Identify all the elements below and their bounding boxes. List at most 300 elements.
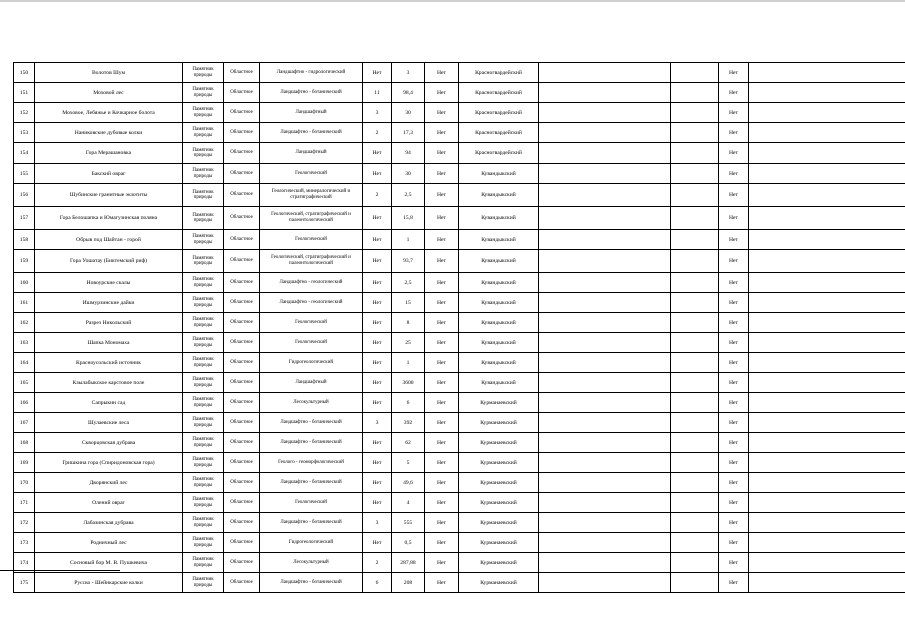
category: Памятник природы: [183, 513, 224, 533]
object-name: Гора Уошатау (Биктемский риф): [35, 250, 183, 273]
significance-level: Областное: [224, 184, 260, 207]
significance-level: Областное: [224, 513, 260, 533]
quarters-count: Нет: [363, 493, 392, 513]
blank-cell-3: [749, 250, 905, 273]
blank-cell-1: [539, 273, 671, 293]
significance-level: Областное: [224, 273, 260, 293]
table-row: [14, 293, 905, 313]
object-name: Сосновый бор М. В. Пушкевича: [35, 553, 183, 573]
category: Памятник природы: [183, 143, 224, 164]
row-number: 152: [14, 103, 35, 123]
object-name: Гора Белошапка и Юмагузинская поляна: [35, 207, 183, 230]
row-number: 172: [14, 513, 35, 533]
blank-cell-3: [749, 273, 905, 293]
district: Кувандыкский: [459, 293, 539, 313]
profile: Геологический, стратиграфический и палеонтологический: [260, 250, 363, 273]
district: Кувандыкский: [459, 333, 539, 353]
profile: Геологический: [260, 230, 363, 250]
protected-zone: Нет: [425, 533, 459, 553]
area-value: 30: [392, 103, 425, 123]
blank-cell-2: [671, 184, 719, 207]
scan-edge-line: [0, 0, 905, 2]
blank-cell-2: [671, 83, 719, 103]
quarters-count: Нет: [363, 473, 392, 493]
category: Памятник природы: [183, 103, 224, 123]
significance-level: Областное: [224, 143, 260, 164]
status-flag: Нет: [719, 250, 749, 273]
blank-cell-1: [539, 63, 671, 83]
significance-level: Областное: [224, 103, 260, 123]
blank-cell-3: [749, 473, 905, 493]
area-value: 5: [392, 453, 425, 473]
significance-level: Областное: [224, 230, 260, 250]
status-flag: Нет: [719, 103, 749, 123]
blank-cell-2: [671, 473, 719, 493]
table-row: [14, 333, 905, 353]
table-row: [14, 123, 905, 143]
blank-cell-3: [749, 393, 905, 413]
status-flag: Нет: [719, 493, 749, 513]
row-number: 162: [14, 313, 35, 333]
area-value: 6: [392, 393, 425, 413]
category: Памятник природы: [183, 207, 224, 230]
row-number: 150: [14, 63, 35, 83]
blank-cell-1: [539, 353, 671, 373]
quarters-count: Нет: [363, 373, 392, 393]
significance-level: Областное: [224, 333, 260, 353]
blank-cell-3: [749, 573, 905, 593]
table-row: [14, 433, 905, 453]
quarters-count: 3: [363, 513, 392, 533]
district: Курманаевский: [459, 513, 539, 533]
blank-cell-1: [539, 293, 671, 313]
category: Памятник природы: [183, 533, 224, 553]
object-name: Шапка Мономаха: [35, 333, 183, 353]
blank-cell-1: [539, 573, 671, 593]
blank-cell-1: [539, 123, 671, 143]
table-row: [14, 413, 905, 433]
object-name: Бакский овраг: [35, 164, 183, 184]
blank-cell-2: [671, 393, 719, 413]
profile: Ландшафтный: [260, 143, 363, 164]
district: Красногвардейский: [459, 83, 539, 103]
table-row: [14, 230, 905, 250]
category: Памятник природы: [183, 413, 224, 433]
area-value: 2,5: [392, 273, 425, 293]
category: Памятник природы: [183, 63, 224, 83]
district: Курманаевский: [459, 473, 539, 493]
row-number: 168: [14, 433, 35, 453]
blank-cell-2: [671, 533, 719, 553]
blank-cell-3: [749, 103, 905, 123]
profile: Ландшафтно - ботанический: [260, 123, 363, 143]
object-name: Лабазинская дубрава: [35, 513, 183, 533]
quarters-count: 3: [363, 103, 392, 123]
object-name: Гора Мерашановка: [35, 143, 183, 164]
blank-cell-1: [539, 313, 671, 333]
blank-cell-2: [671, 493, 719, 513]
profile: Лесокультурный: [260, 393, 363, 413]
quarters-count: Нет: [363, 353, 392, 373]
quarters-count: 2: [363, 553, 392, 573]
blank-cell-1: [539, 184, 671, 207]
status-flag: Нет: [719, 453, 749, 473]
blank-cell-3: [749, 513, 905, 533]
status-flag: Нет: [719, 143, 749, 164]
blank-cell-3: [749, 313, 905, 333]
object-name: Волотов Шум: [35, 63, 183, 83]
protected-zone: Нет: [425, 293, 459, 313]
category: Памятник природы: [183, 553, 224, 573]
area-value: 62: [392, 433, 425, 453]
blank-cell-1: [539, 473, 671, 493]
status-flag: Нет: [719, 164, 749, 184]
object-name: Шулаевские леса: [35, 413, 183, 433]
blank-cell-3: [749, 413, 905, 433]
status-flag: Нет: [719, 207, 749, 230]
blank-cell-3: [749, 533, 905, 553]
significance-level: Областное: [224, 553, 260, 573]
object-name: Сапрыкин сад: [35, 393, 183, 413]
district: Кувандыкский: [459, 373, 539, 393]
area-value: 8: [392, 313, 425, 333]
quarters-count: Нет: [363, 433, 392, 453]
area-value: 98,4: [392, 83, 425, 103]
district: Красногвардейский: [459, 103, 539, 123]
profile: Ландшафтно - ботанический: [260, 413, 363, 433]
row-number: 175: [14, 573, 35, 593]
quarters-count: Нет: [363, 207, 392, 230]
blank-cell-3: [749, 373, 905, 393]
significance-level: Областное: [224, 353, 260, 373]
object-name: Красноусольский источник: [35, 353, 183, 373]
row-number: 153: [14, 123, 35, 143]
district: Курманаевский: [459, 433, 539, 453]
district: Красногвардейский: [459, 63, 539, 83]
profile: Геологический: [260, 313, 363, 333]
table-row: [14, 164, 905, 184]
protected-zone: Нет: [425, 143, 459, 164]
district: Кувандыкский: [459, 313, 539, 333]
status-flag: Нет: [719, 373, 749, 393]
significance-level: Областное: [224, 83, 260, 103]
area-value: 94: [392, 143, 425, 164]
area-value: 17,3: [392, 123, 425, 143]
district: Красногвардейский: [459, 123, 539, 143]
blank-cell-1: [539, 393, 671, 413]
profile: Ландшафтный: [260, 103, 363, 123]
row-number: 161: [14, 293, 35, 313]
protected-zone: Нет: [425, 513, 459, 533]
blank-cell-3: [749, 553, 905, 573]
table-row: [14, 103, 905, 123]
table-row: [14, 83, 905, 103]
district: Кувандыкский: [459, 353, 539, 373]
category: Памятник природы: [183, 353, 224, 373]
row-number: 170: [14, 473, 35, 493]
registry-table: [13, 62, 905, 593]
significance-level: Областное: [224, 164, 260, 184]
profile: Гидрогеологический: [260, 533, 363, 553]
significance-level: Областное: [224, 313, 260, 333]
blank-cell-3: [749, 184, 905, 207]
object-name: Гришкина гора (Спиридоновская гора): [35, 453, 183, 473]
protected-zone: Нет: [425, 333, 459, 353]
blank-cell-2: [671, 103, 719, 123]
object-name: Моховой лес: [35, 83, 183, 103]
row-number: 166: [14, 393, 35, 413]
table-row: [14, 273, 905, 293]
object-name: Обрыв под Шайтан - горой: [35, 230, 183, 250]
area-value: 4: [392, 493, 425, 513]
significance-level: Областное: [224, 393, 260, 413]
blank-cell-3: [749, 433, 905, 453]
profile: Ландшафтно - ботанический: [260, 513, 363, 533]
blank-cell-3: [749, 493, 905, 513]
category: Памятник природы: [183, 453, 224, 473]
table-row: [14, 250, 905, 273]
category: Памятник природы: [183, 184, 224, 207]
status-flag: Нет: [719, 533, 749, 553]
row-number: 154: [14, 143, 35, 164]
protected-zone: Нет: [425, 373, 459, 393]
status-flag: Нет: [719, 433, 749, 453]
category: Памятник природы: [183, 123, 224, 143]
status-flag: Нет: [719, 473, 749, 493]
area-value: 392: [392, 413, 425, 433]
table-row: [14, 553, 905, 573]
status-flag: Нет: [719, 83, 749, 103]
quarters-count: Нет: [363, 533, 392, 553]
significance-level: Областное: [224, 533, 260, 553]
district: Кувандыкский: [459, 273, 539, 293]
blank-cell-2: [671, 123, 719, 143]
profile: Ландшафтно - ботанический: [260, 83, 363, 103]
blank-cell-2: [671, 373, 719, 393]
row-number: 174: [14, 553, 35, 573]
category: Памятник природы: [183, 230, 224, 250]
blank-cell-1: [539, 250, 671, 273]
row-number: 171: [14, 493, 35, 513]
district: Красногвардейский: [459, 143, 539, 164]
blank-cell-2: [671, 164, 719, 184]
category: Памятник природы: [183, 573, 224, 593]
protected-zone: Нет: [425, 553, 459, 573]
object-name: Разрез Никольский: [35, 313, 183, 333]
blank-cell-1: [539, 533, 671, 553]
blank-cell-2: [671, 413, 719, 433]
row-number: 158: [14, 230, 35, 250]
area-value: 49,6: [392, 473, 425, 493]
area-value: 3600: [392, 373, 425, 393]
blank-cell-2: [671, 453, 719, 473]
significance-level: Областное: [224, 453, 260, 473]
object-name: Наниковские дубовые колки: [35, 123, 183, 143]
blank-cell-1: [539, 83, 671, 103]
status-flag: Нет: [719, 123, 749, 143]
profile: Геологический, стратиграфический и палеонтологический: [260, 207, 363, 230]
area-value: 287,88: [392, 553, 425, 573]
area-value: 25: [392, 333, 425, 353]
blank-cell-2: [671, 333, 719, 353]
quarters-count: 3: [363, 413, 392, 433]
area-value: 0,5: [392, 533, 425, 553]
significance-level: Областное: [224, 433, 260, 453]
quarters-count: Нет: [363, 143, 392, 164]
protected-zone: Нет: [425, 393, 459, 413]
area-value: 555: [392, 513, 425, 533]
category: Памятник природы: [183, 373, 224, 393]
table-row: [14, 63, 905, 83]
blank-cell-2: [671, 313, 719, 333]
quarters-count: Нет: [363, 273, 392, 293]
blank-cell-2: [671, 273, 719, 293]
status-flag: Нет: [719, 353, 749, 373]
object-name: Ишмурзинские дайки: [35, 293, 183, 313]
blank-cell-3: [749, 63, 905, 83]
area-value: 2,5: [392, 184, 425, 207]
category: Памятник природы: [183, 333, 224, 353]
district: Курманаевский: [459, 413, 539, 433]
area-value: 1: [392, 353, 425, 373]
significance-level: Областное: [224, 473, 260, 493]
protected-zone: Нет: [425, 413, 459, 433]
significance-level: Областное: [224, 250, 260, 273]
profile: Ландшафтно - ботанический: [260, 573, 363, 593]
significance-level: Областное: [224, 63, 260, 83]
protected-zone: Нет: [425, 353, 459, 373]
significance-level: Областное: [224, 293, 260, 313]
table-row: [14, 353, 905, 373]
protected-zone: Нет: [425, 103, 459, 123]
table-row: [14, 373, 905, 393]
profile: Ландшафтно - ботанический: [260, 433, 363, 453]
blank-cell-2: [671, 513, 719, 533]
status-flag: Нет: [719, 230, 749, 250]
row-number: 155: [14, 164, 35, 184]
significance-level: Областное: [224, 573, 260, 593]
protected-zone: Нет: [425, 207, 459, 230]
table-row: [14, 143, 905, 164]
area-value: 208: [392, 573, 425, 593]
profile: Геологический: [260, 164, 363, 184]
blank-cell-1: [539, 333, 671, 353]
blank-cell-3: [749, 230, 905, 250]
area-value: 15,8: [392, 207, 425, 230]
table-row: [14, 573, 905, 593]
quarters-count: Нет: [363, 250, 392, 273]
status-flag: Нет: [719, 393, 749, 413]
object-name: Моховое, Лебяжье и Кочкарное болота: [35, 103, 183, 123]
status-flag: Нет: [719, 313, 749, 333]
profile: Геологический: [260, 493, 363, 513]
category: Памятник природы: [183, 250, 224, 273]
blank-cell-3: [749, 453, 905, 473]
row-number: 160: [14, 273, 35, 293]
quarters-count: 11: [363, 83, 392, 103]
blank-cell-1: [539, 413, 671, 433]
object-name: Родничный лес: [35, 533, 183, 553]
category: Памятник природы: [183, 433, 224, 453]
object-name: Кзылабыкское карстовое поле: [35, 373, 183, 393]
district: Кувандыкский: [459, 230, 539, 250]
blank-cell-1: [539, 513, 671, 533]
quarters-count: Нет: [363, 313, 392, 333]
status-flag: Нет: [719, 333, 749, 353]
significance-level: Областное: [224, 123, 260, 143]
blank-cell-1: [539, 230, 671, 250]
category: Памятник природы: [183, 293, 224, 313]
category: Памятник природы: [183, 473, 224, 493]
status-flag: Нет: [719, 63, 749, 83]
row-number: 157: [14, 207, 35, 230]
protected-zone: Нет: [425, 473, 459, 493]
row-number: 156: [14, 184, 35, 207]
quarters-count: 6: [363, 573, 392, 593]
blank-cell-3: [749, 293, 905, 313]
protected-zone: Нет: [425, 573, 459, 593]
area-value: 3: [392, 63, 425, 83]
table-row: [14, 313, 905, 333]
profile: Ландшафтно - ботанический: [260, 473, 363, 493]
category: Памятник природы: [183, 393, 224, 413]
row-number: 173: [14, 533, 35, 553]
protected-zone: Нет: [425, 123, 459, 143]
row-number: 167: [14, 413, 35, 433]
table-row: [14, 533, 905, 553]
category: Памятник природы: [183, 493, 224, 513]
object-name: Олений овраг: [35, 493, 183, 513]
blank-cell-1: [539, 373, 671, 393]
area-value: 15: [392, 293, 425, 313]
blank-cell-2: [671, 433, 719, 453]
protected-zone: Нет: [425, 83, 459, 103]
district: Кувандыкский: [459, 250, 539, 273]
blank-cell-2: [671, 207, 719, 230]
quarters-count: 2: [363, 184, 392, 207]
quarters-count: Нет: [363, 333, 392, 353]
blank-cell-3: [749, 353, 905, 373]
blank-cell-2: [671, 143, 719, 164]
protected-zone: Нет: [425, 313, 459, 333]
row-number: 169: [14, 453, 35, 473]
blank-cell-2: [671, 293, 719, 313]
row-number: 151: [14, 83, 35, 103]
district: Кувандыкский: [459, 207, 539, 230]
object-name: Скворцовская дубрава: [35, 433, 183, 453]
object-name: Новоурские скалы: [35, 273, 183, 293]
status-flag: Нет: [719, 513, 749, 533]
significance-level: Областное: [224, 207, 260, 230]
profile: Гидрогеологический: [260, 353, 363, 373]
table-row: [14, 473, 905, 493]
protected-zone: Нет: [425, 453, 459, 473]
object-name: Дворянский лес: [35, 473, 183, 493]
blank-cell-1: [539, 164, 671, 184]
quarters-count: Нет: [363, 164, 392, 184]
blank-cell-3: [749, 83, 905, 103]
row-number: 159: [14, 250, 35, 273]
area-value: 1: [392, 230, 425, 250]
blank-cell-3: [749, 143, 905, 164]
protected-zone: Нет: [425, 230, 459, 250]
district: Курманаевский: [459, 453, 539, 473]
district: Курманаевский: [459, 393, 539, 413]
row-number: 164: [14, 353, 35, 373]
blank-cell-2: [671, 553, 719, 573]
table-row: [14, 393, 905, 413]
significance-level: Областное: [224, 413, 260, 433]
